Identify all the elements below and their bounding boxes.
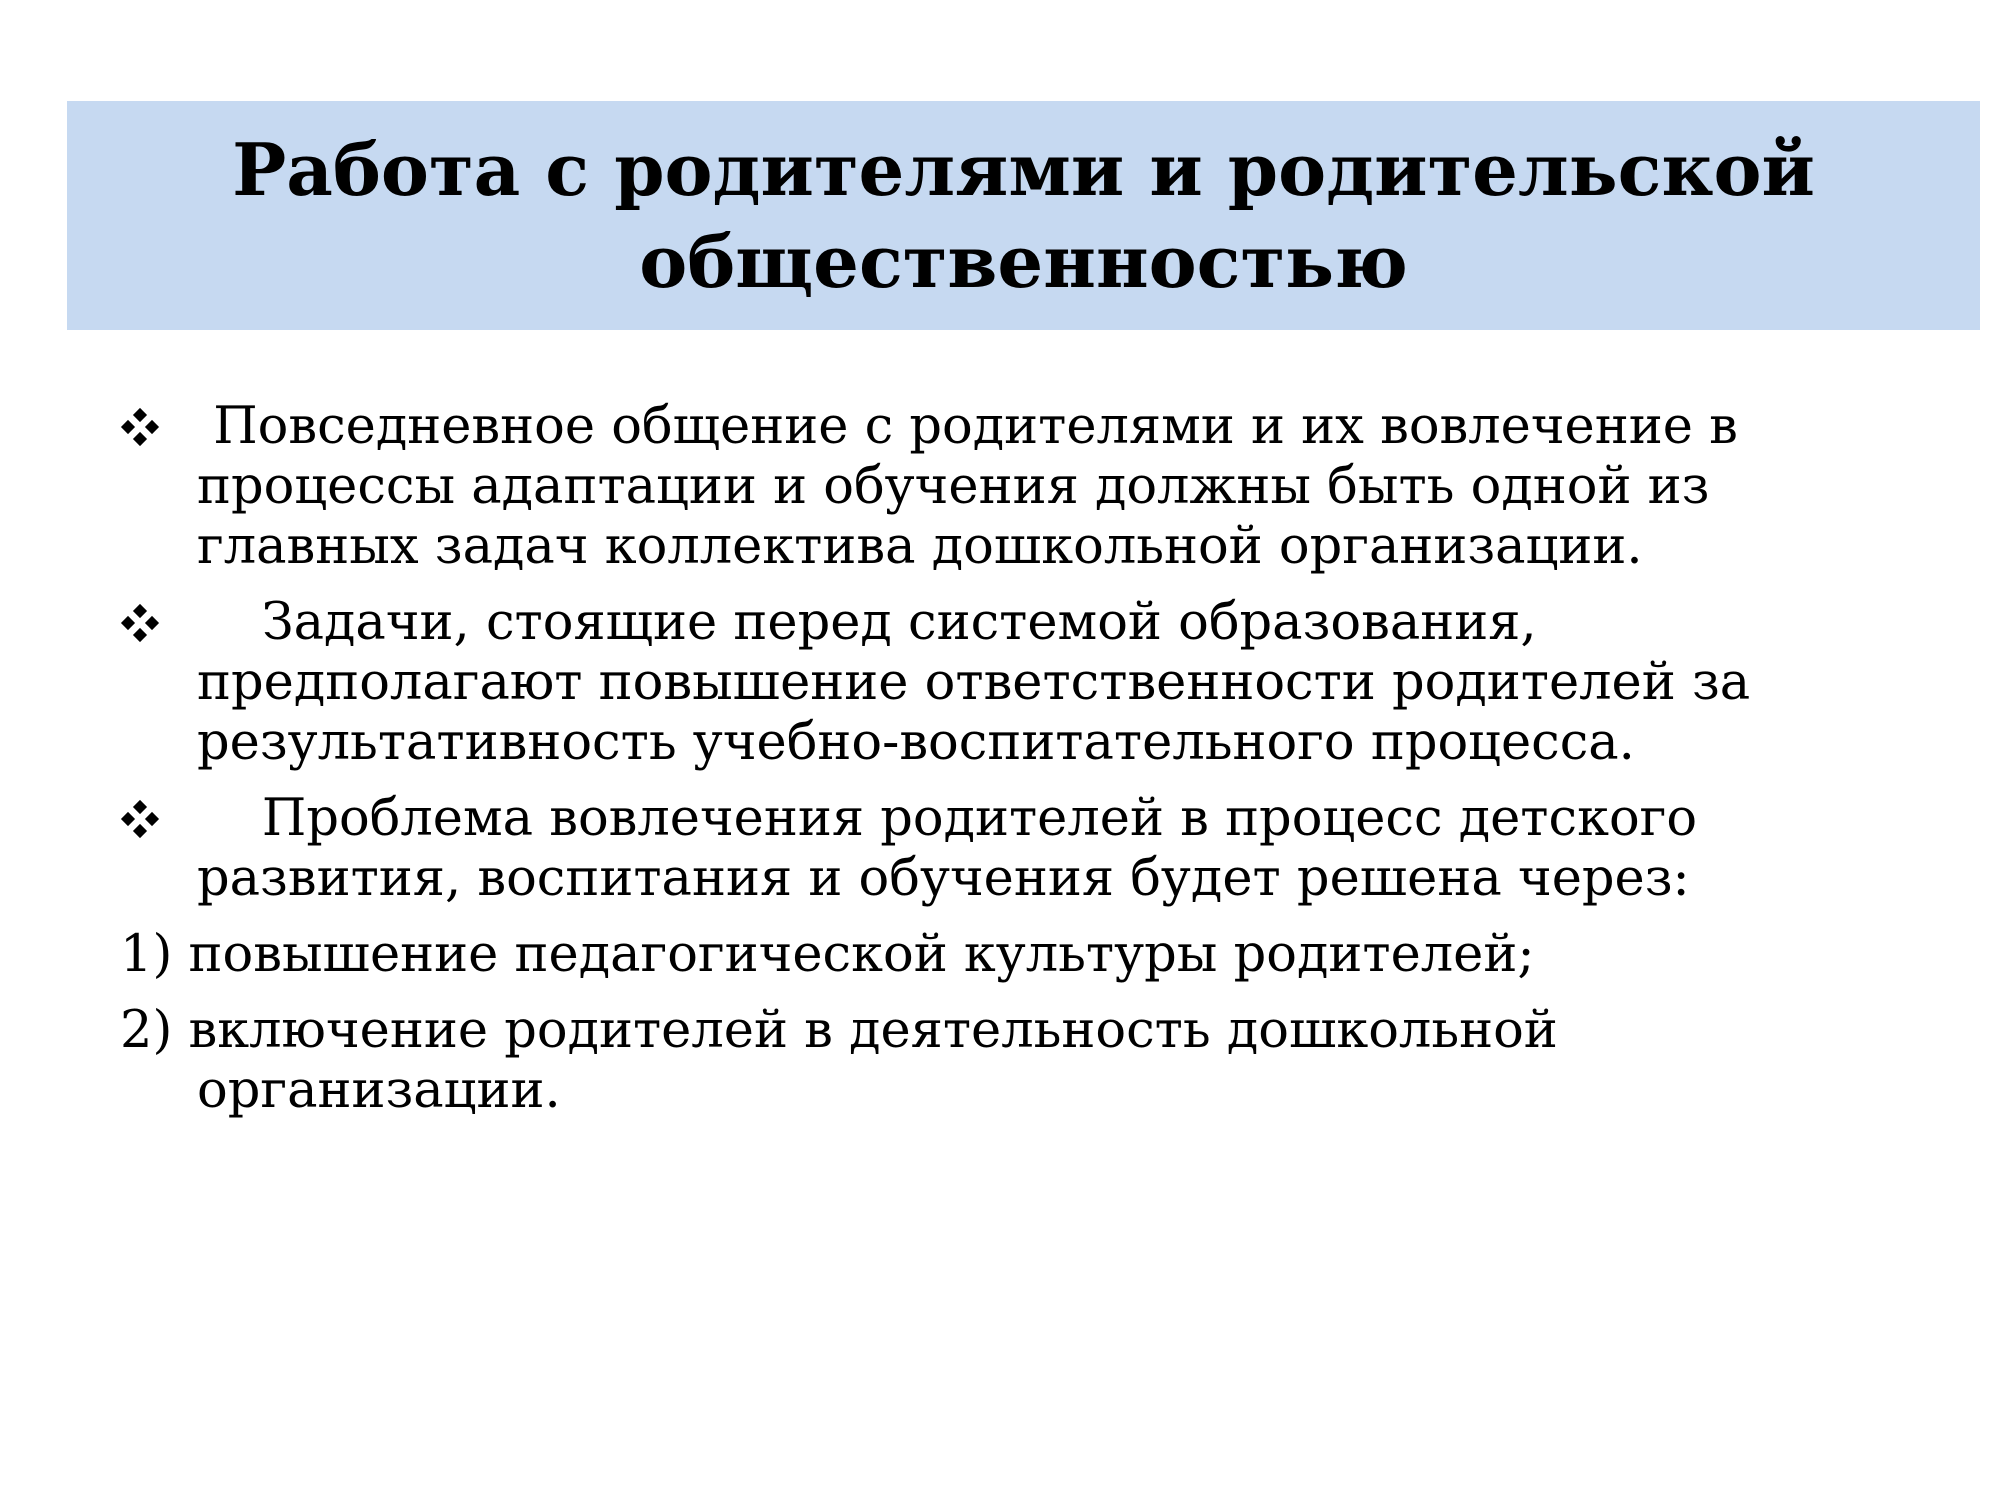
title-banner — [67, 101, 1980, 330]
bullet-item — [120, 593, 1960, 773]
diamond-bullet-icon — [120, 789, 170, 849]
numbered-text-line: 2) включение родителей в деятельность дошкольной — [120, 1001, 1558, 1060]
bullet-text-line: результативность учебно-воспитательного процесса. — [197, 713, 1635, 772]
bullet-text-line: предполагают повышение ответственности родителей за — [197, 653, 1751, 712]
bullet-text-line: Проблема вовлечения родителей в процесс детского — [197, 789, 1698, 848]
bullet-item — [120, 397, 1960, 577]
bullet-text-line: развития, воспитания и обучения будет решена через: — [197, 849, 1690, 908]
bullet-item — [120, 789, 1960, 909]
numbered-text-line: 1) повышение педагогической культуры родителей; — [120, 925, 1535, 984]
numbered-text-line: организации. — [197, 1061, 561, 1120]
slide-title-line-2: общественностью — [639, 218, 1408, 304]
diamond-bullet-icon — [120, 397, 170, 457]
bullet-text-line: Повседневное общение с родителями и их вовлечение в — [197, 397, 1738, 456]
slide-title-line-1: Работа с родителями и родительской — [232, 126, 1815, 212]
bullet-text-line: Задачи, стоящие перед системой образования, — [197, 593, 1537, 652]
diamond-bullet-icon — [120, 593, 170, 653]
bullet-text-line: главных задач коллектива дошкольной организации. — [197, 517, 1643, 576]
slide-body — [120, 397, 1960, 1137]
numbered-item — [120, 1001, 1960, 1121]
numbered-item — [120, 925, 1960, 985]
bullet-text-line: процессы адаптации и обучения должны быть одной из — [197, 457, 1710, 516]
